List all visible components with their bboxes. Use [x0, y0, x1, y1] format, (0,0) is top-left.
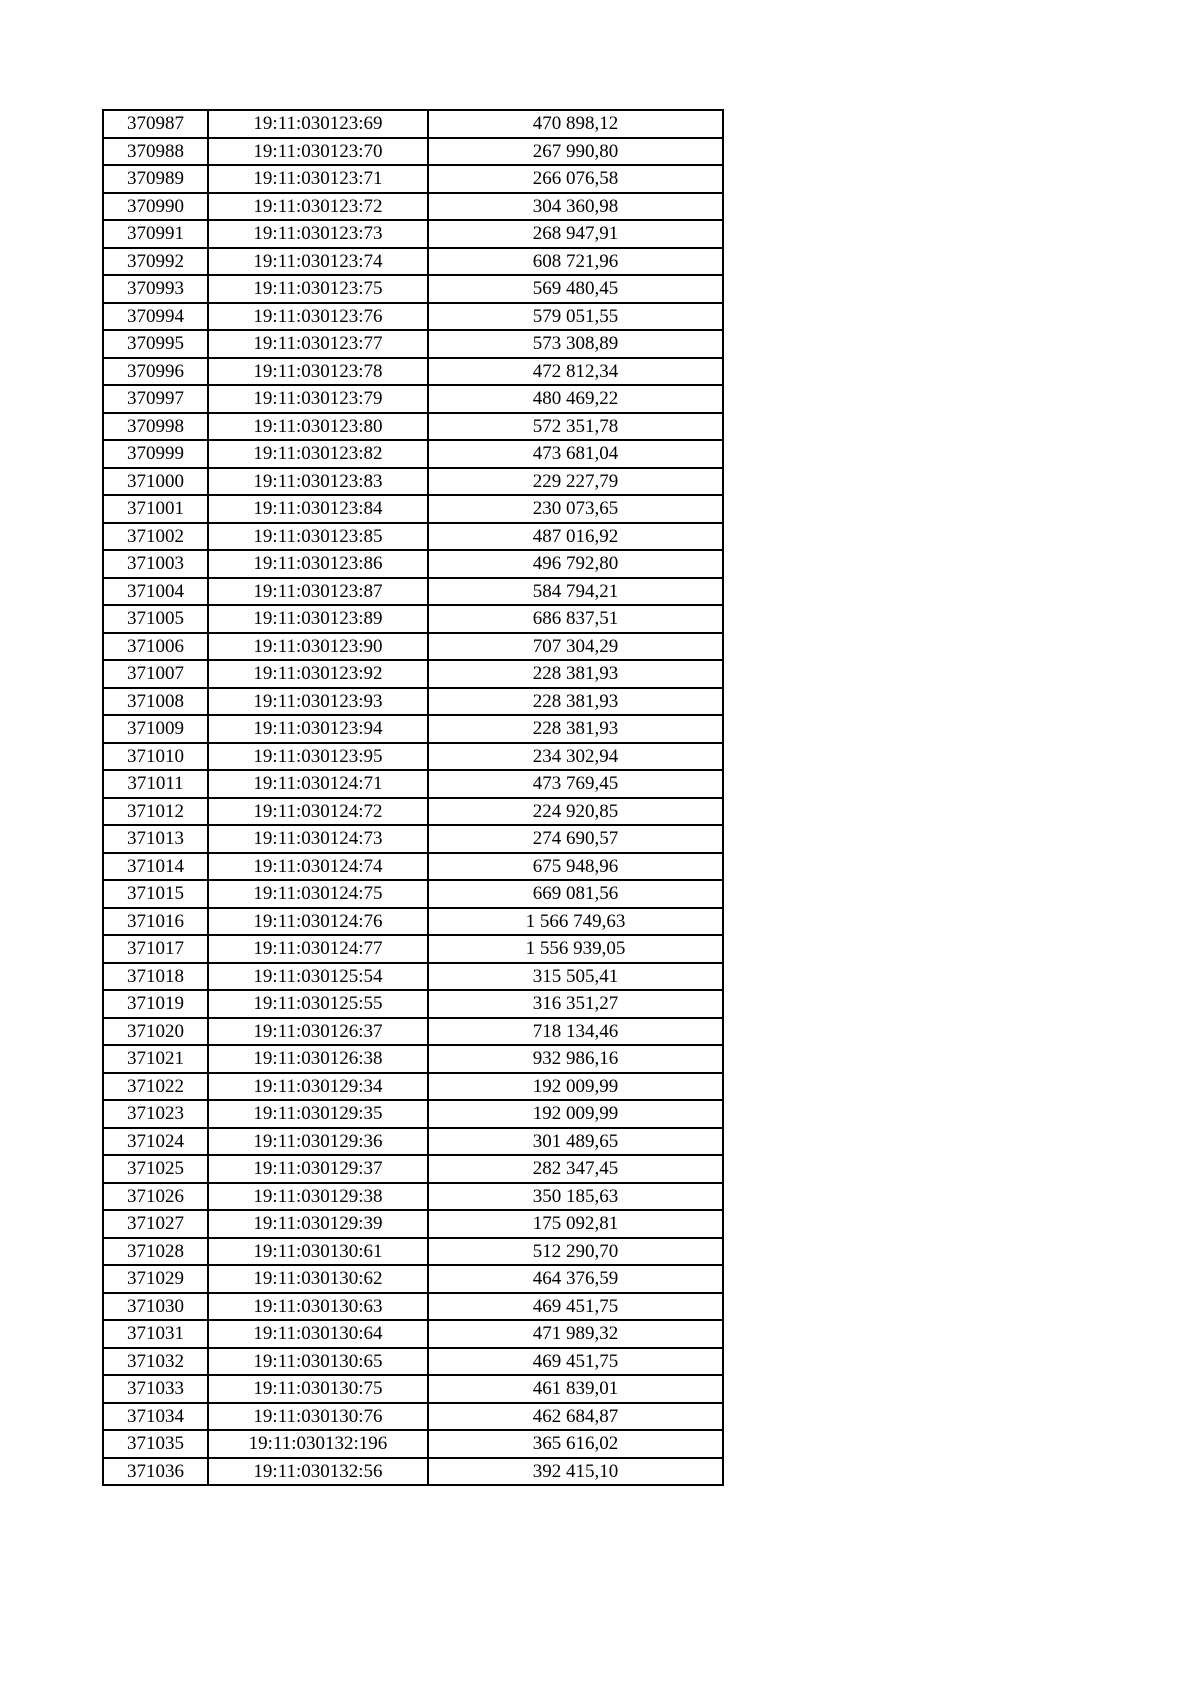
cadastral-number-cell: 19:11:030123:69 — [208, 110, 428, 138]
row-number-cell: 371025 — [103, 1155, 208, 1183]
row-number-cell: 371031 — [103, 1320, 208, 1348]
cadastral-number-cell: 19:11:030124:72 — [208, 798, 428, 826]
row-number-cell: 371005 — [103, 605, 208, 633]
cadastral-value-cell: 1 566 749,63 — [428, 908, 723, 936]
table-row — [103, 468, 723, 496]
cadastral-number-cell: 19:11:030129:35 — [208, 1100, 428, 1128]
cadastral-value-cell: 274 690,57 — [428, 825, 723, 853]
table-row — [103, 1348, 723, 1376]
cadastral-value-cell: 584 794,21 — [428, 578, 723, 606]
table-row — [103, 880, 723, 908]
table-row — [103, 1210, 723, 1238]
cadastral-number-cell: 19:11:030123:79 — [208, 385, 428, 413]
cadastral-number-cell: 19:11:030123:72 — [208, 193, 428, 221]
cadastral-number-cell: 19:11:030123:94 — [208, 715, 428, 743]
cadastral-number-cell: 19:11:030130:65 — [208, 1348, 428, 1376]
cadastral-number-cell: 19:11:030124:77 — [208, 935, 428, 963]
cadastral-number-cell: 19:11:030123:70 — [208, 138, 428, 166]
cadastral-value-cell: 228 381,93 — [428, 660, 723, 688]
cadastral-value-cell: 707 304,29 — [428, 633, 723, 661]
cadastral-value-cell: 469 451,75 — [428, 1293, 723, 1321]
cadastral-value-cell: 230 073,65 — [428, 495, 723, 523]
row-number-cell: 371021 — [103, 1045, 208, 1073]
cadastral-number-cell: 19:11:030123:89 — [208, 605, 428, 633]
row-number-cell: 371035 — [103, 1430, 208, 1458]
row-number-cell: 371036 — [103, 1458, 208, 1486]
cadastral-number-cell: 19:11:030132:196 — [208, 1430, 428, 1458]
cadastral-value-cell: 192 009,99 — [428, 1073, 723, 1101]
cadastral-value-cell: 579 051,55 — [428, 303, 723, 331]
row-number-cell: 371008 — [103, 688, 208, 716]
cadastral-value-cell: 228 381,93 — [428, 688, 723, 716]
row-number-cell: 371027 — [103, 1210, 208, 1238]
table-row — [103, 660, 723, 688]
cadastral-number-cell: 19:11:030129:36 — [208, 1128, 428, 1156]
table-row — [103, 908, 723, 936]
row-number-cell: 370991 — [103, 220, 208, 248]
cadastral-value-cell: 471 989,32 — [428, 1320, 723, 1348]
table-row — [103, 743, 723, 771]
table-row — [103, 578, 723, 606]
table-row — [103, 440, 723, 468]
cadastral-value-cell: 512 290,70 — [428, 1238, 723, 1266]
row-number-cell: 371007 — [103, 660, 208, 688]
cadastral-number-cell: 19:11:030129:39 — [208, 1210, 428, 1238]
cadastral-value-cell: 229 227,79 — [428, 468, 723, 496]
cadastral-value-cell: 268 947,91 — [428, 220, 723, 248]
table-row — [103, 1073, 723, 1101]
cadastral-number-cell: 19:11:030123:82 — [208, 440, 428, 468]
row-number-cell: 370988 — [103, 138, 208, 166]
table-row — [103, 330, 723, 358]
row-number-cell: 371003 — [103, 550, 208, 578]
cadastral-number-cell: 19:11:030123:76 — [208, 303, 428, 331]
table-row — [103, 1430, 723, 1458]
cadastral-number-cell: 19:11:030124:74 — [208, 853, 428, 881]
table-row — [103, 1183, 723, 1211]
cadastral-number-cell: 19:11:030123:78 — [208, 358, 428, 386]
cadastral-number-cell: 19:11:030123:92 — [208, 660, 428, 688]
table-row — [103, 688, 723, 716]
table-row — [103, 358, 723, 386]
row-number-cell: 371029 — [103, 1265, 208, 1293]
table-row — [103, 963, 723, 991]
row-number-cell: 371006 — [103, 633, 208, 661]
cadastral-value-cell: 496 792,80 — [428, 550, 723, 578]
cadastral-value-cell: 462 684,87 — [428, 1403, 723, 1431]
cadastral-number-cell: 19:11:030123:95 — [208, 743, 428, 771]
row-number-cell: 371020 — [103, 1018, 208, 1046]
cadastral-value-cell: 464 376,59 — [428, 1265, 723, 1293]
cadastral-number-cell: 19:11:030123:85 — [208, 523, 428, 551]
row-number-cell: 371016 — [103, 908, 208, 936]
cadastral-value-cell: 282 347,45 — [428, 1155, 723, 1183]
table-row — [103, 550, 723, 578]
cadastral-value-cell: 480 469,22 — [428, 385, 723, 413]
row-number-cell: 370993 — [103, 275, 208, 303]
row-number-cell: 370992 — [103, 248, 208, 276]
row-number-cell: 371004 — [103, 578, 208, 606]
row-number-cell: 371010 — [103, 743, 208, 771]
row-number-cell: 371013 — [103, 825, 208, 853]
cadastral-number-cell: 19:11:030124:71 — [208, 770, 428, 798]
cadastral-number-cell: 19:11:030130:64 — [208, 1320, 428, 1348]
cadastral-number-cell: 19:11:030123:90 — [208, 633, 428, 661]
cadastral-number-cell: 19:11:030123:74 — [208, 248, 428, 276]
row-number-cell: 370994 — [103, 303, 208, 331]
cadastral-value-table — [102, 109, 724, 1486]
table-row — [103, 303, 723, 331]
row-number-cell: 371034 — [103, 1403, 208, 1431]
row-number-cell: 371017 — [103, 935, 208, 963]
cadastral-number-cell: 19:11:030123:83 — [208, 468, 428, 496]
row-number-cell: 370998 — [103, 413, 208, 441]
cadastral-value-cell: 470 898,12 — [428, 110, 723, 138]
cadastral-value-cell: 686 837,51 — [428, 605, 723, 633]
cadastral-number-cell: 19:11:030130:76 — [208, 1403, 428, 1431]
cadastral-value-cell: 473 681,04 — [428, 440, 723, 468]
cadastral-number-cell: 19:11:030123:86 — [208, 550, 428, 578]
table-row — [103, 275, 723, 303]
table-row — [103, 633, 723, 661]
row-number-cell: 371028 — [103, 1238, 208, 1266]
table-row — [103, 1403, 723, 1431]
row-number-cell: 370987 — [103, 110, 208, 138]
table-row — [103, 990, 723, 1018]
row-number-cell: 371023 — [103, 1100, 208, 1128]
cadastral-number-cell: 19:11:030123:73 — [208, 220, 428, 248]
cadastral-value-cell: 266 076,58 — [428, 165, 723, 193]
cadastral-value-cell: 267 990,80 — [428, 138, 723, 166]
table-row — [103, 495, 723, 523]
row-number-cell: 370990 — [103, 193, 208, 221]
cadastral-value-cell: 487 016,92 — [428, 523, 723, 551]
cadastral-value-cell: 608 721,96 — [428, 248, 723, 276]
cadastral-number-cell: 19:11:030129:34 — [208, 1073, 428, 1101]
cadastral-number-cell: 19:11:030123:93 — [208, 688, 428, 716]
row-number-cell: 371018 — [103, 963, 208, 991]
cadastral-value-cell: 573 308,89 — [428, 330, 723, 358]
cadastral-number-cell: 19:11:030124:73 — [208, 825, 428, 853]
row-number-cell: 371024 — [103, 1128, 208, 1156]
cadastral-value-cell: 1 556 939,05 — [428, 935, 723, 963]
table-row — [103, 715, 723, 743]
row-number-cell: 371033 — [103, 1375, 208, 1403]
table-row — [103, 798, 723, 826]
cadastral-value-cell: 301 489,65 — [428, 1128, 723, 1156]
cadastral-value-cell: 469 451,75 — [428, 1348, 723, 1376]
row-number-cell: 371022 — [103, 1073, 208, 1101]
cadastral-value-cell: 224 920,85 — [428, 798, 723, 826]
row-number-cell: 370989 — [103, 165, 208, 193]
table-row — [103, 165, 723, 193]
table-body — [103, 110, 723, 1485]
cadastral-value-cell: 932 986,16 — [428, 1045, 723, 1073]
cadastral-value-cell: 675 948,96 — [428, 853, 723, 881]
table-row — [103, 385, 723, 413]
cadastral-value-cell: 461 839,01 — [428, 1375, 723, 1403]
row-number-cell: 371009 — [103, 715, 208, 743]
cadastral-value-cell: 228 381,93 — [428, 715, 723, 743]
cadastral-number-cell: 19:11:030130:61 — [208, 1238, 428, 1266]
cadastral-value-cell: 350 185,63 — [428, 1183, 723, 1211]
cadastral-number-cell: 19:11:030129:38 — [208, 1183, 428, 1211]
table-row — [103, 1320, 723, 1348]
row-number-cell: 370995 — [103, 330, 208, 358]
cadastral-number-cell: 19:11:030124:76 — [208, 908, 428, 936]
cadastral-number-cell: 19:11:030129:37 — [208, 1155, 428, 1183]
cadastral-value-cell: 316 351,27 — [428, 990, 723, 1018]
cadastral-value-cell: 718 134,46 — [428, 1018, 723, 1046]
cadastral-value-cell: 234 302,94 — [428, 743, 723, 771]
table-row — [103, 1128, 723, 1156]
cadastral-value-cell: 175 092,81 — [428, 1210, 723, 1238]
row-number-cell: 371012 — [103, 798, 208, 826]
cadastral-value-cell: 192 009,99 — [428, 1100, 723, 1128]
cadastral-number-cell: 19:11:030130:63 — [208, 1293, 428, 1321]
cadastral-number-cell: 19:11:030126:37 — [208, 1018, 428, 1046]
cadastral-number-cell: 19:11:030130:75 — [208, 1375, 428, 1403]
row-number-cell: 371032 — [103, 1348, 208, 1376]
table-row — [103, 413, 723, 441]
cadastral-number-cell: 19:11:030125:54 — [208, 963, 428, 991]
table-row — [103, 1293, 723, 1321]
table-row — [103, 853, 723, 881]
row-number-cell: 371014 — [103, 853, 208, 881]
cadastral-value-cell: 365 616,02 — [428, 1430, 723, 1458]
cadastral-number-cell: 19:11:030123:75 — [208, 275, 428, 303]
cadastral-value-cell: 315 505,41 — [428, 963, 723, 991]
table-row — [103, 1018, 723, 1046]
row-number-cell: 370999 — [103, 440, 208, 468]
table-row — [103, 248, 723, 276]
table-row — [103, 1375, 723, 1403]
row-number-cell: 371019 — [103, 990, 208, 1018]
table-row — [103, 523, 723, 551]
cadastral-number-cell: 19:11:030130:62 — [208, 1265, 428, 1293]
table-row — [103, 825, 723, 853]
row-number-cell: 371015 — [103, 880, 208, 908]
cadastral-value-cell: 304 360,98 — [428, 193, 723, 221]
cadastral-value-cell: 473 769,45 — [428, 770, 723, 798]
table-row — [103, 1045, 723, 1073]
table-row — [103, 110, 723, 138]
table-row — [103, 193, 723, 221]
row-number-cell: 370997 — [103, 385, 208, 413]
cadastral-number-cell: 19:11:030132:56 — [208, 1458, 428, 1486]
cadastral-number-cell: 19:11:030123:87 — [208, 578, 428, 606]
row-number-cell: 371000 — [103, 468, 208, 496]
cadastral-number-cell: 19:11:030125:55 — [208, 990, 428, 1018]
cadastral-value-cell: 569 480,45 — [428, 275, 723, 303]
table-row — [103, 220, 723, 248]
table-row — [103, 1238, 723, 1266]
table-row — [103, 1265, 723, 1293]
cadastral-number-cell: 19:11:030126:38 — [208, 1045, 428, 1073]
table-row — [103, 1458, 723, 1486]
row-number-cell: 371011 — [103, 770, 208, 798]
row-number-cell: 371030 — [103, 1293, 208, 1321]
row-number-cell: 370996 — [103, 358, 208, 386]
cadastral-value-cell: 572 351,78 — [428, 413, 723, 441]
table-row — [103, 1155, 723, 1183]
cadastral-value-cell: 472 812,34 — [428, 358, 723, 386]
cadastral-number-cell: 19:11:030124:75 — [208, 880, 428, 908]
cadastral-number-cell: 19:11:030123:77 — [208, 330, 428, 358]
cadastral-number-cell: 19:11:030123:71 — [208, 165, 428, 193]
table-row — [103, 1100, 723, 1128]
row-number-cell: 371002 — [103, 523, 208, 551]
cadastral-number-cell: 19:11:030123:80 — [208, 413, 428, 441]
table-row — [103, 935, 723, 963]
cadastral-number-cell: 19:11:030123:84 — [208, 495, 428, 523]
row-number-cell: 371026 — [103, 1183, 208, 1211]
cadastral-value-cell: 669 081,56 — [428, 880, 723, 908]
row-number-cell: 371001 — [103, 495, 208, 523]
table-row — [103, 770, 723, 798]
table-row — [103, 138, 723, 166]
table-row — [103, 605, 723, 633]
cadastral-value-cell: 392 415,10 — [428, 1458, 723, 1486]
